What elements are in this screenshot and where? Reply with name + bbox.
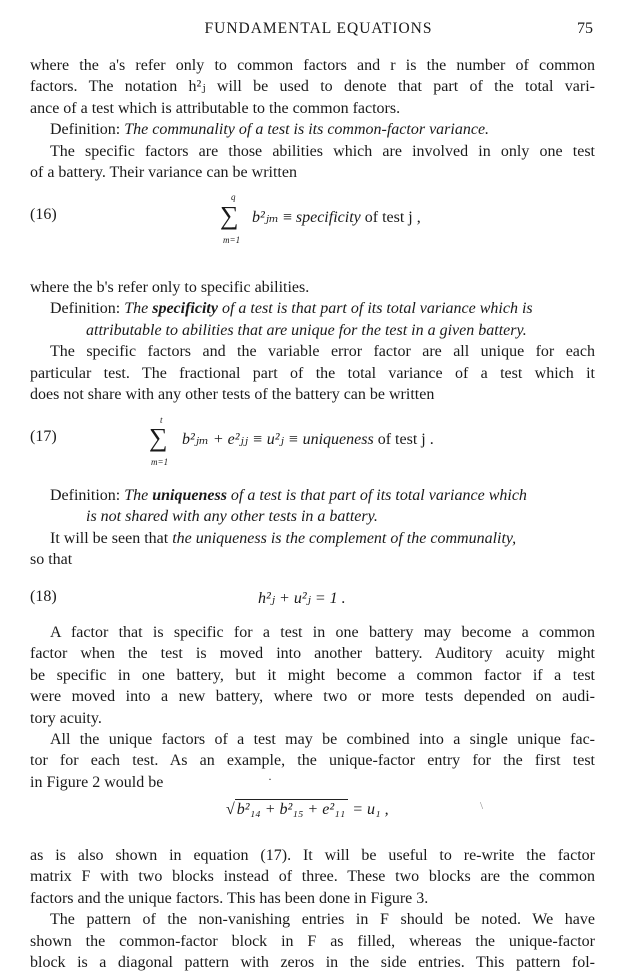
text-line: The specific factors and the variable error factor are all unique for each bbox=[50, 343, 595, 361]
print-speck: · bbox=[268, 772, 272, 786]
text-line: in Figure 2 would be bbox=[30, 773, 164, 791]
summation-icon: ∑ bbox=[220, 201, 239, 230]
term: b²ⱼₘ + e²ⱼⱼ ≡ u²ⱼ ≡ bbox=[182, 431, 299, 448]
term: h²ⱼ + u²ⱼ = 1 . bbox=[258, 590, 346, 607]
text-line: factors. The notation h²ⱼ will be used to denote that part of the total vari- bbox=[30, 78, 595, 96]
text-line: shown the common-factor block in F as filled, whereas the unique-factor bbox=[30, 932, 595, 950]
text-line bbox=[30, 528, 595, 549]
definition-text: of a test is that part of its total variance which bbox=[230, 487, 527, 504]
page-number: 75 bbox=[577, 20, 593, 37]
text-line: of a battery. Their variance can be written bbox=[30, 163, 297, 181]
sum-upper-limit: t bbox=[160, 415, 163, 425]
text-line: factor when the test is moved into another battery. Auditory acuity might bbox=[30, 645, 595, 663]
text-line: ance of a test which is attributable to the common factors. bbox=[30, 99, 401, 117]
radical-icon: √ bbox=[226, 801, 235, 818]
equation-label: (17) bbox=[30, 428, 57, 445]
term-word: specificity bbox=[295, 209, 361, 226]
equation-expression bbox=[182, 429, 434, 449]
text-line: The specific factors are those abilities which are involved in only one test bbox=[50, 142, 595, 160]
definition-specificity bbox=[30, 298, 595, 319]
definition-lead: Definition: bbox=[50, 300, 121, 318]
equation-label: (18) bbox=[30, 588, 57, 605]
text-line: The pattern of the non-vanishing entries in F should be noted. We have bbox=[50, 911, 595, 929]
text-line: where the b's refer only to specific abilities. bbox=[30, 279, 310, 296]
running-header bbox=[0, 16, 637, 44]
paragraph-uniqueness bbox=[30, 485, 595, 571]
definition-continued bbox=[30, 320, 595, 341]
text-line: where the a's refer only to common factors and r is the number of common bbox=[30, 57, 595, 74]
text-line: factors and the unique factors. This has been done in Figure 3. bbox=[30, 889, 429, 907]
text-line: be specific in one battery, but it might become a common factor if a test bbox=[30, 666, 595, 684]
sum-lower-limit: m=1 bbox=[223, 235, 241, 245]
definition-text: is not shared with any other tests in a battery. bbox=[86, 508, 378, 526]
equation-sqrt bbox=[226, 801, 389, 819]
definition-pre: The bbox=[124, 487, 149, 504]
text-line: as is also shown in equation (17). It will be useful to re-write the factor bbox=[30, 847, 595, 864]
text-lead: It will be seen that bbox=[50, 529, 169, 547]
equation-17 bbox=[30, 415, 610, 467]
sum-lower-limit: m=1 bbox=[151, 457, 169, 467]
equation-expression bbox=[258, 588, 346, 608]
definition-text: of a test is that part of its total variance which is bbox=[221, 300, 533, 318]
radicand bbox=[235, 799, 348, 818]
summation-icon: ∑ bbox=[149, 423, 168, 452]
print-speck: \ bbox=[480, 800, 484, 812]
definition-key: specificity bbox=[152, 300, 218, 318]
sum-upper-limit: q bbox=[231, 192, 236, 202]
paragraph-common-factors bbox=[30, 55, 595, 183]
text-line: All the unique factors of a test may be combined into a single unique fac- bbox=[50, 730, 595, 748]
text-line: so that bbox=[30, 551, 73, 569]
text-line: tor for each test. As an example, the unique-factor entry for the first test bbox=[30, 752, 595, 770]
definition-key: uniqueness bbox=[152, 487, 227, 504]
term: b²ⱼₘ bbox=[252, 209, 279, 226]
definition-text: The communality of a test is its common-factor variance. bbox=[124, 121, 490, 139]
term-tail: of test j . bbox=[377, 431, 434, 448]
text-line: does not share with any other tests of the battery can be written bbox=[30, 386, 435, 403]
equation-18 bbox=[30, 580, 610, 620]
equation-label: (16) bbox=[30, 206, 57, 223]
term: b²₁₄ + b²₁₅ + e²₁₁ bbox=[236, 801, 346, 818]
paragraph-auditory-acuity bbox=[30, 622, 595, 793]
text-line: were moved into a new battery, where two or more tests depended on audi- bbox=[30, 688, 595, 706]
definition-lead: Definition: bbox=[50, 121, 121, 139]
definition-continued bbox=[30, 506, 595, 527]
equation-expression bbox=[252, 207, 421, 227]
definition-pre: The bbox=[124, 300, 149, 318]
text-italic: the uniqueness is the complement of the communality, bbox=[172, 529, 517, 547]
definition-lead: Definition: bbox=[50, 487, 121, 504]
paragraph-specific-factors bbox=[30, 277, 595, 405]
term-rhs: = u₁ , bbox=[352, 801, 389, 818]
term-tail: of test j , bbox=[364, 209, 421, 226]
equiv-sign: ≡ bbox=[282, 209, 292, 226]
term-word: uniqueness bbox=[302, 431, 374, 448]
text-line: A factor that is specific for a test in one battery may become a common bbox=[50, 624, 595, 641]
paragraph-factor-matrix bbox=[30, 845, 595, 973]
definition-text: attributable to abilities that are unique for the test in a given battery. bbox=[86, 321, 527, 339]
text-line: particular test. The fractional part of the total variance of a test which it bbox=[30, 364, 595, 382]
text-line: matrix F with two blocks instead of three. These two blocks are the common bbox=[30, 868, 595, 886]
definition-communality bbox=[30, 119, 595, 140]
definition-uniqueness bbox=[30, 485, 595, 506]
text-line: tory acuity. bbox=[30, 709, 102, 727]
chapter-title: FUNDAMENTAL EQUATIONS bbox=[204, 20, 433, 37]
equation-16 bbox=[30, 192, 610, 245]
text-line: block is a diagonal pattern with zeros in the side entries. This pattern fol- bbox=[30, 953, 595, 971]
